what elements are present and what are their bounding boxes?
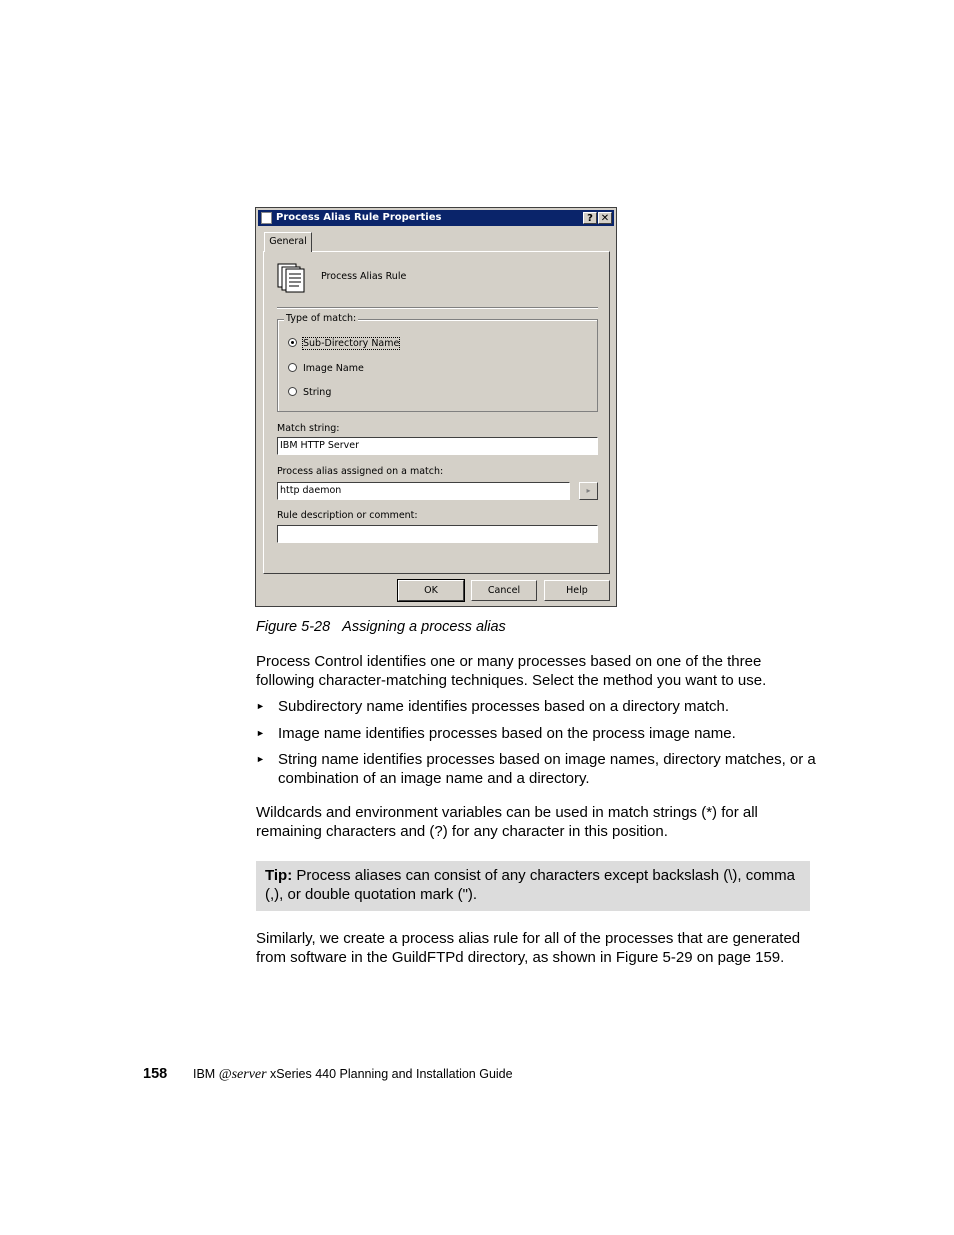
radio-label: Sub-Directory Name xyxy=(303,338,400,349)
figure-title: Assigning a process alias xyxy=(342,619,506,635)
tip-label: Tip: xyxy=(265,867,293,884)
wildcards-paragraph: Wildcards and environment variables can be used in match strings (*) for all remaining characters and (?) for any character in this position. xyxy=(256,804,758,840)
tab-general[interactable]: General xyxy=(264,232,312,252)
intro-paragraph: Process Control identifies one or many processes based on one of the three following character-matching techniques. Select the method you want to use. xyxy=(256,653,767,689)
type-of-match-label: Type of match: xyxy=(286,313,357,324)
radio-image-name[interactable] xyxy=(288,362,364,376)
eserver-logo: @server xyxy=(218,1067,267,1082)
cancel-button[interactable]: Cancel xyxy=(471,580,537,601)
bullet-arrow-icon: ► xyxy=(256,754,265,764)
insert-variable-button[interactable]: ▸ xyxy=(579,482,598,500)
radio-label: Image Name xyxy=(303,363,364,374)
ok-button[interactable]: OK xyxy=(398,580,464,601)
footer-prefix: IBM xyxy=(193,1067,219,1081)
list-item-text: Subdirectory name identifies processes based on a directory match. xyxy=(278,698,730,715)
bullet-arrow-icon: ► xyxy=(256,701,265,711)
close-icon[interactable]: ✕ xyxy=(598,212,612,224)
rule-heading: Process Alias Rule xyxy=(321,271,407,282)
list-item-text: String name identifies processes based on image names, directory matches, or a combination of an image name and a directory. xyxy=(278,751,816,787)
description-input[interactable] xyxy=(277,525,598,543)
match-string-input[interactable]: IBM HTTP Server xyxy=(277,437,598,455)
radio-icon[interactable] xyxy=(288,363,297,372)
tip-box xyxy=(256,861,810,911)
list-item xyxy=(256,724,816,743)
figure-caption xyxy=(256,619,506,635)
separator xyxy=(277,307,598,309)
dialog-title: Process Alias Rule Properties xyxy=(276,212,442,223)
alias-label: Process alias assigned on a match: xyxy=(277,466,444,477)
match-string-label: Match string: xyxy=(277,423,340,434)
tip-text: Process aliases can consist of any characters except backslash (\), comma (,), or double quotation mark ("). xyxy=(265,867,795,903)
radio-sub-directory-name[interactable] xyxy=(288,337,399,351)
closing-paragraph: Similarly, we create a process alias rule for all of the processes that are generated from software in the GuildFTPd directory, as shown in Figure 5-29 on page 159. xyxy=(256,930,801,966)
radio-selected-icon[interactable] xyxy=(288,338,297,347)
running-footer xyxy=(193,1067,513,1083)
document-icon xyxy=(261,212,272,224)
help-icon[interactable]: ? xyxy=(583,212,597,224)
bullet-arrow-icon: ► xyxy=(256,728,265,738)
list-item-text: Image name identifies processes based on the process image name. xyxy=(278,725,736,742)
footer-suffix: xSeries 440 Planning and Installation Guide xyxy=(266,1067,513,1081)
radio-label: String xyxy=(303,387,332,398)
radio-string[interactable] xyxy=(288,386,331,400)
process-alias-rule-dialog xyxy=(255,207,617,607)
figure-number: Figure 5-28 xyxy=(256,619,331,635)
page-number: 158 xyxy=(143,1066,168,1082)
list-item xyxy=(256,697,816,716)
list-item xyxy=(256,750,816,788)
radio-icon[interactable] xyxy=(288,387,297,396)
alias-input[interactable]: http daemon xyxy=(277,482,570,500)
description-label: Rule description or comment: xyxy=(277,510,418,521)
process-rule-icon xyxy=(277,263,305,293)
help-button[interactable]: Help xyxy=(544,580,610,601)
dialog-titlebar xyxy=(258,210,614,226)
